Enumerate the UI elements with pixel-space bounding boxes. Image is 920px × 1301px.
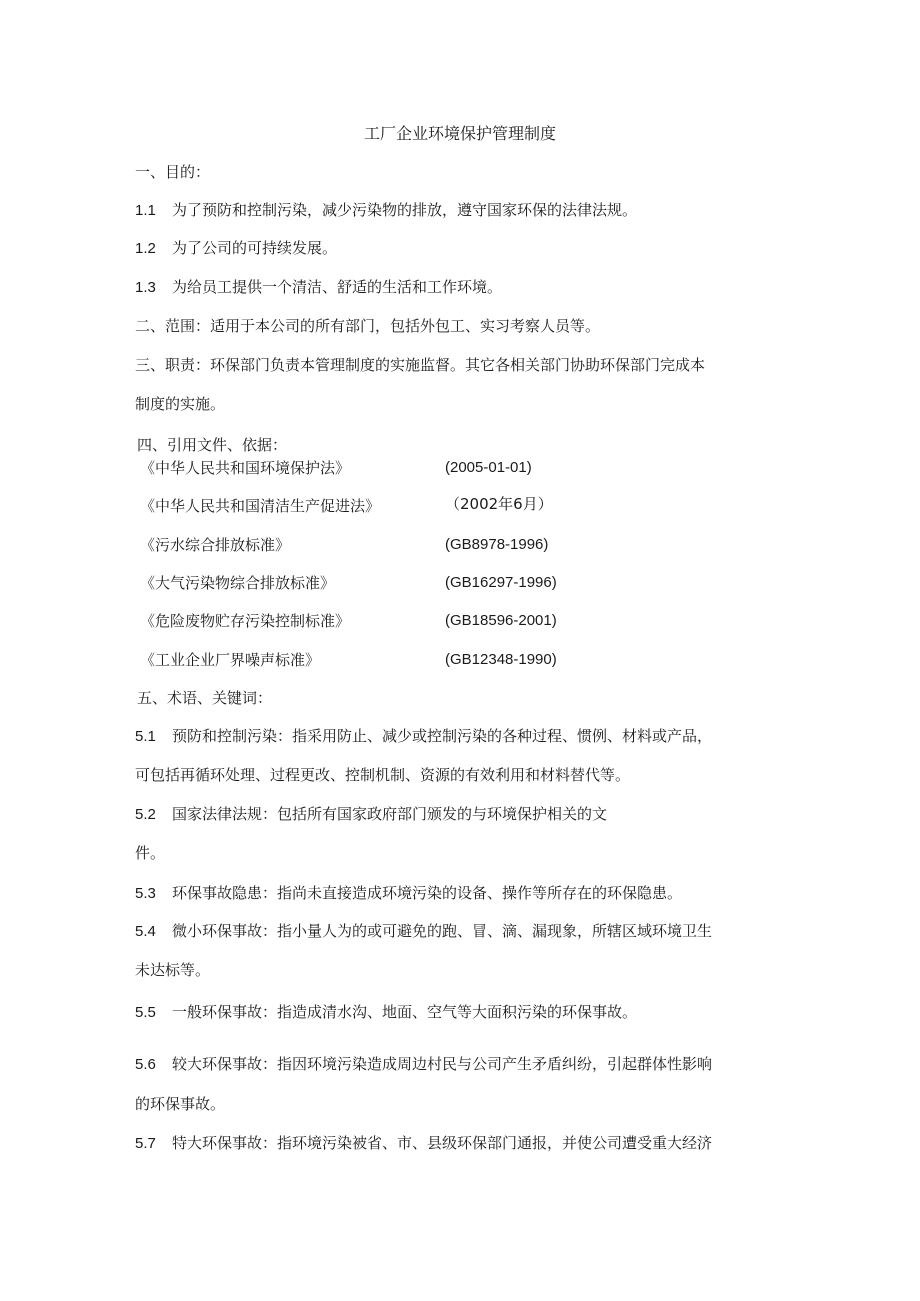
clause-1-3 [135,277,502,298]
clause-text: 国家法律法规：包括所有国家政府部门颁发的与环境保护相关的文 [172,805,608,823]
clause-5-4-continued: 未达标等。 [135,961,211,979]
clause-number: 5.6 [135,1056,156,1073]
clause-5-5 [135,1002,637,1023]
clause-number: 1.2 [135,240,156,257]
clause-number: 5.2 [135,806,156,823]
reference-code: (GB16297-1996) [445,574,557,591]
section-3-line-2: 制度的实施。 [135,395,226,413]
clause-5-7 [135,1133,712,1154]
clause-number: 5.3 [135,885,156,902]
clause-text: 预防和控制污染：指采用防止、减少或控制污染的各种过程、惯例、材料或产品， [172,727,713,745]
reference-name: 《危险废物贮存污染控制标准》 [140,612,351,630]
clause-number: 1.1 [135,202,156,219]
clause-5-2 [135,804,607,825]
clause-5-4 [135,921,712,942]
clause-5-6-continued: 的环保事故。 [135,1095,226,1113]
section-1-heading: 一、目的： [135,163,211,181]
reference-name: 《中华人民共和国环境保护法》 [140,459,351,477]
clause-text: 较大环保事故：指因环境污染造成周边村民与公司产生矛盾纠纷，引起群体性影响 [172,1055,713,1073]
reference-name: 《中华人民共和国清洁生产促进法》 [140,497,381,515]
document-title: 工厂企业环境保护管理制度 [363,124,556,143]
clause-5-1 [135,726,712,747]
section-2-scope: 二、范围：适用于本公司的所有部门，包括外包工、实习考察人员等。 [135,317,601,335]
reference-code: (GB8978-1996) [445,536,549,553]
clause-number: 1.3 [135,279,156,296]
clause-text: 环保事故隐患：指尚未直接造成环境污染的设备、操作等所存在的环保隐患。 [172,884,683,902]
clause-text: 为了预防和控制污染，减少污染物的排放，遵守国家环保的法律法规。 [172,201,638,219]
clause-number: 5.7 [135,1135,156,1152]
clause-1-2 [135,238,337,259]
section-3-line-1: 三、职责：环保部门负责本管理制度的实施监督。其它各相关部门协助环保部门完成本 [135,356,706,374]
clause-text: 为给员工提供一个清洁、舒适的生活和工作环境。 [172,278,503,296]
reference-name: 《污水综合排放标准》 [140,536,291,554]
reference-name: 《工业企业厂界噪声标准》 [140,651,321,669]
clause-number: 5.1 [135,728,156,745]
clause-number: 5.4 [135,923,156,940]
section-4-heading: 四、引用文件、依据： [137,436,288,454]
clause-5-3 [135,883,682,904]
clause-text: 为了公司的可持续发展。 [172,239,338,257]
clause-5-2-continued: 件。 [135,844,166,862]
clause-number: 5.5 [135,1004,156,1021]
reference-code: (GB18596-2001) [445,612,557,629]
clause-5-6 [135,1054,712,1075]
reference-code: (GB12348-1990) [445,651,557,668]
clause-text: 微小环保事故：指小量人为的或可避免的跑、冒、滴、漏现象，所辖区域环境卫生 [172,922,713,940]
clause-text: 特大环保事故：指环境污染被省、市、县级环保部门通报，并使公司遭受重大经济 [172,1134,713,1152]
clause-1-1 [135,200,637,221]
reference-name: 《大气污染物综合排放标准》 [140,574,336,592]
section-5-heading: 五、术语、关键词： [137,689,273,707]
reference-code: （2002年6月） [445,495,553,513]
clause-5-1-continued: 可包括再循环处理、过程更改、控制机制、资源的有效利用和材料替代等。 [135,766,631,784]
clause-text: 一般环保事故：指造成清水沟、地面、空气等大面积污染的环保事故。 [172,1003,638,1021]
reference-code: (2005-01-01) [445,459,532,476]
